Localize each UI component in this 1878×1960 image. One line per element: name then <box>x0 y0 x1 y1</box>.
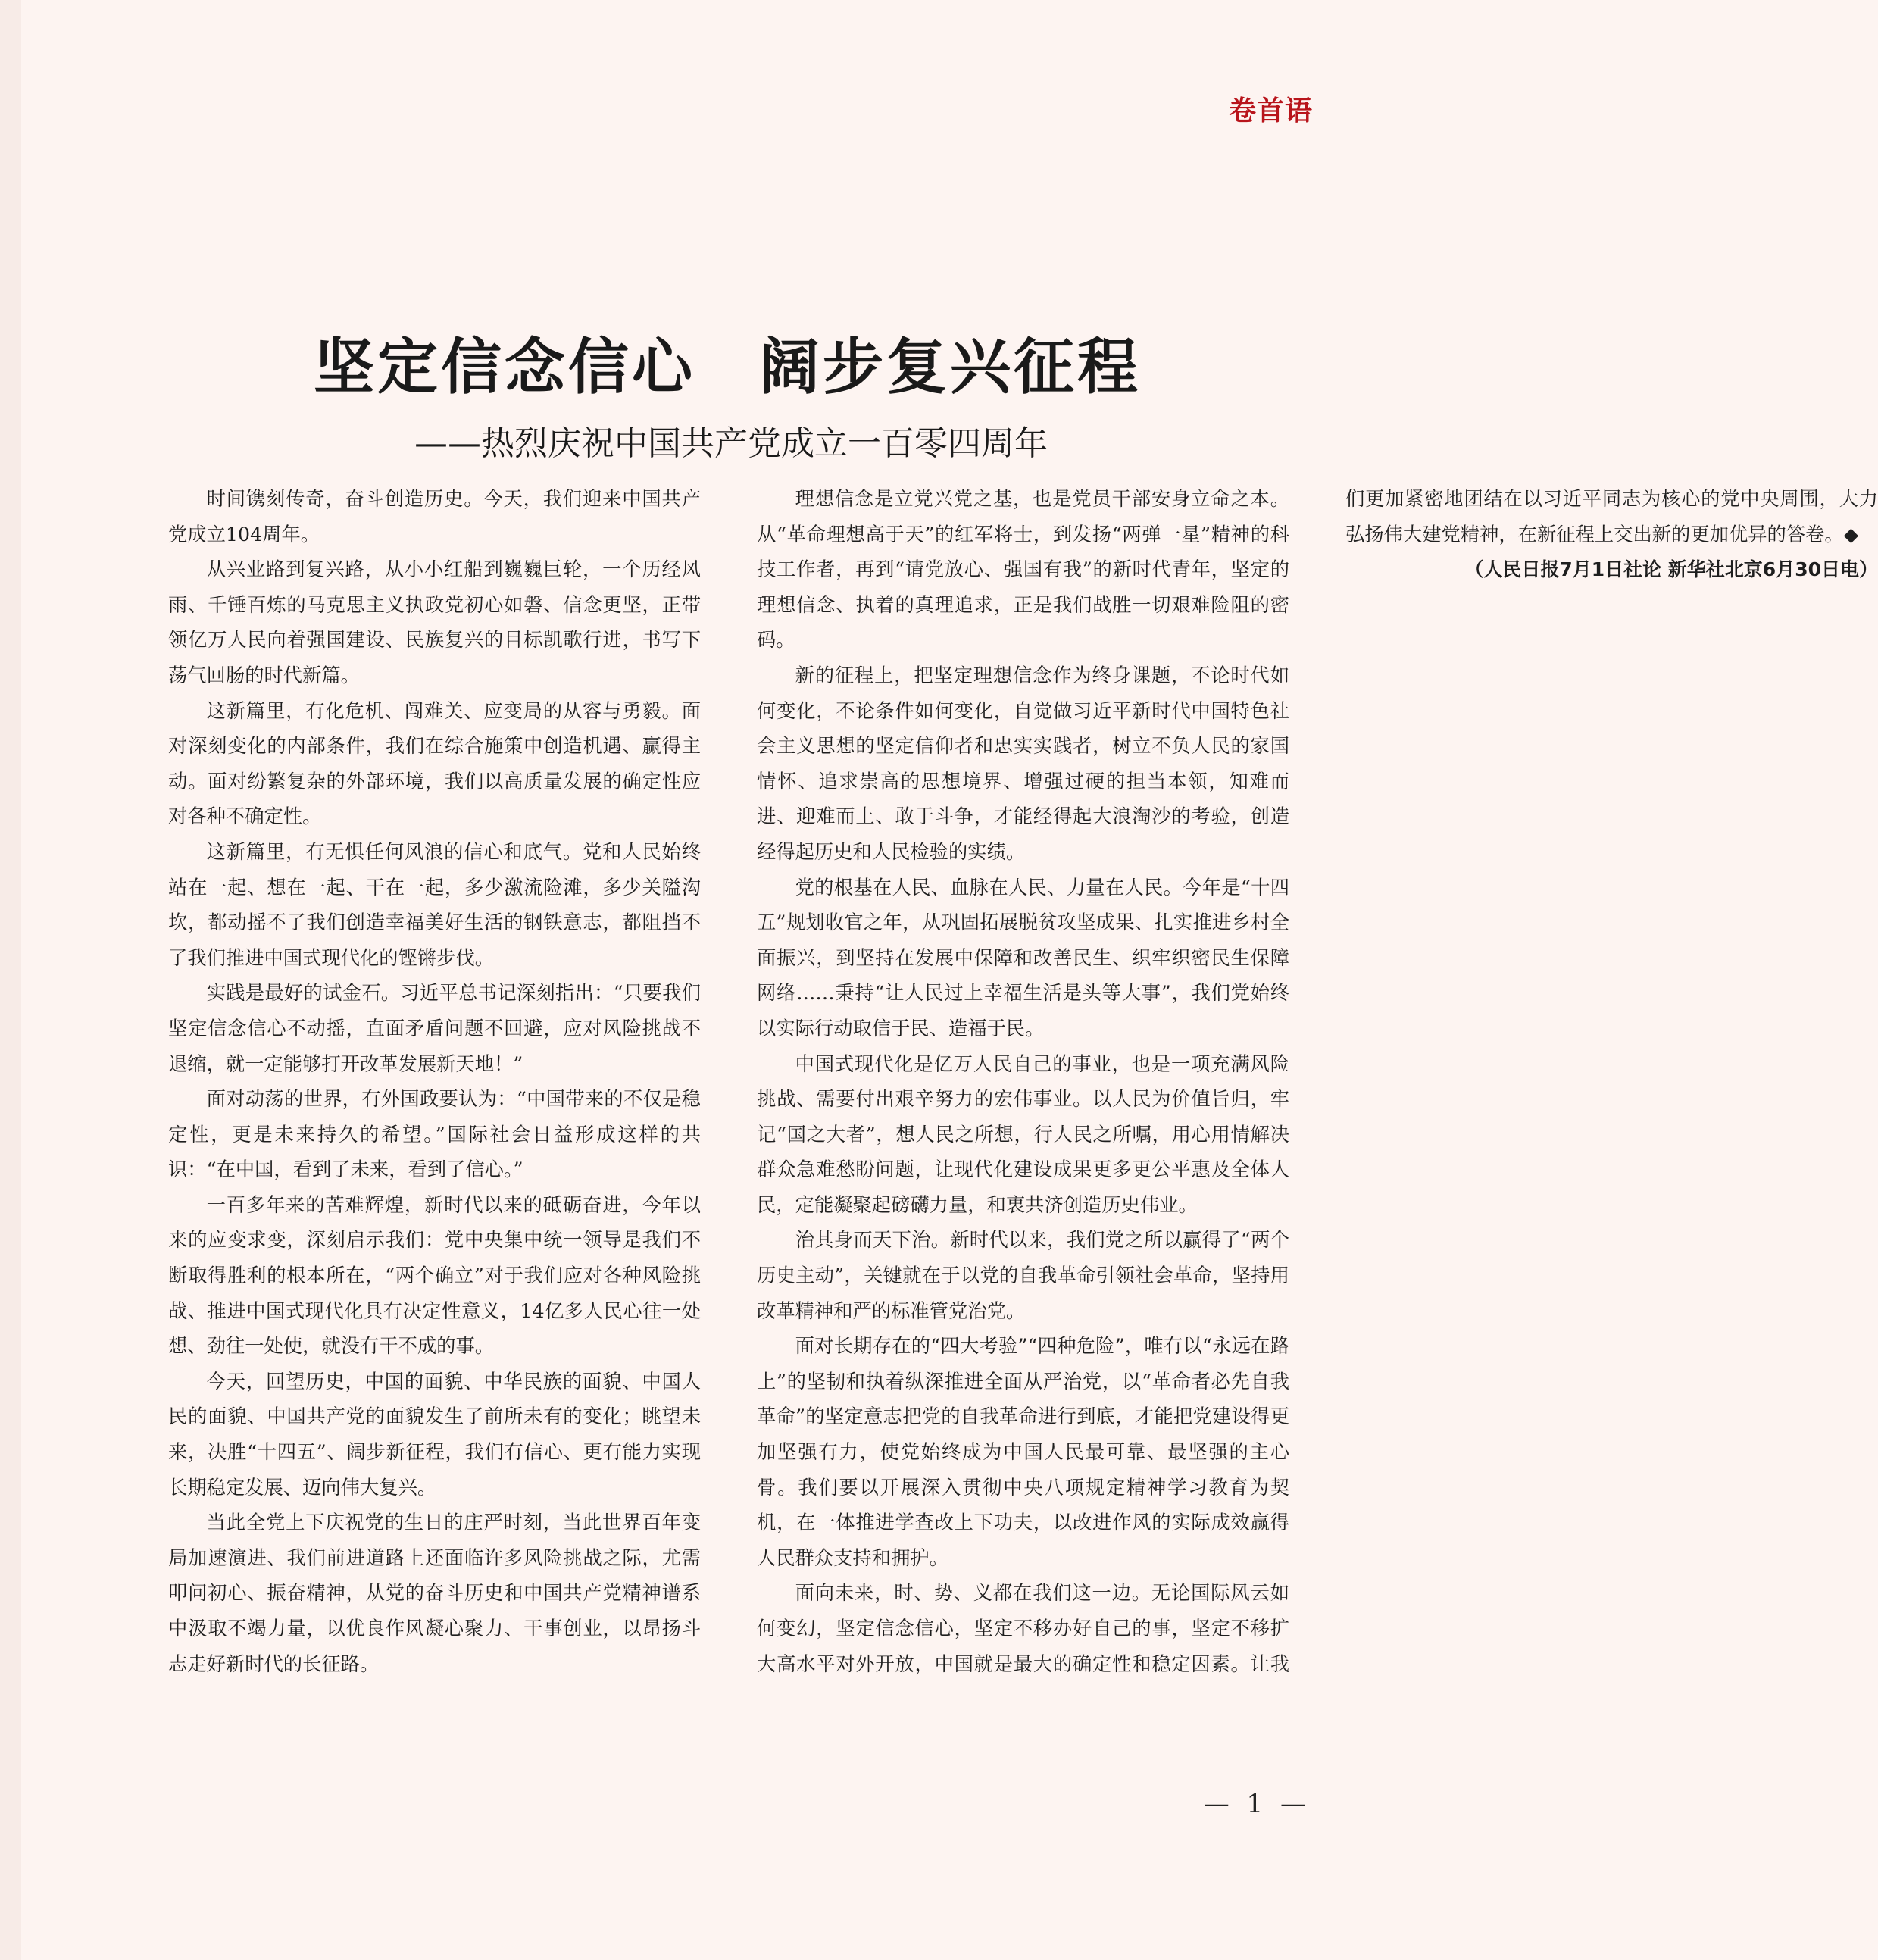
paragraph: 时间镌刻传奇，奋斗创造历史。今天，我们迎来中国共产党成立104周年。 <box>168 488 701 545</box>
paragraph: 今天，回望历史，中国的面貌、中华民族的面貌、中国人民的面貌、中国共产党的面貌发生了前所未有的变化；眺望未来，决胜“十四五”、阔步新征程，我们有信心、更有能力实现长期稳定发展、迈向伟大复兴。 <box>168 1370 701 1499</box>
paragraph: 从兴业路到复兴路，从小小红船到巍巍巨轮，一个历经风雨、千锤百炼的马克思主义执政党初心如磐、信念更坚，正带领亿万人民向着强国建设、民族复兴的目标凯歌行进，书写下荡气回肠的时代新篇。 <box>168 558 701 686</box>
paragraph: 面对动荡的世界，有外国政要认为：“中国带来的不仅是稳定性，更是未来持久的希望。”国际社会日益形成这样的共识：“在中国，看到了未来，看到了信心。” <box>168 1088 701 1181</box>
paragraph: 面对长期存在的“四大考验”“四种危险”，唯有以“永远在路上”的坚韧和执着纵深推进全面从严治党，以“革命者必先自我革命”的坚定意志把党的自我革命进行到底，才能把党建设得更加坚强有力，使党始终成为中国人民最可靠、最坚强的主心骨。我们要以开展深入贯彻中央八项规定精神学习教育为契机，在一体推进学查改上下功夫，以改进作风的实际成效赢得人民群众支持和拥护。 <box>757 1335 1289 1569</box>
article-body <box>168 482 1878 1728</box>
paragraph: 这新篇里，有化危机、闯难关、应变局的从容与勇毅。面对深刻变化的内部条件，我们在综合施策中创造机遇、赢得主动。面对纷繁复杂的外部环境，我们以高质量发展的确定性应对各种不确定性。 <box>168 699 701 828</box>
page-title: 坚定信念信心 阔步复兴征程 <box>314 332 1141 402</box>
paragraph: 面向未来，时、势、义都在我们这一边。无论国际风云如何变幻，坚定信念信心，坚定不移办好自己的事，坚定不移扩大高水平对外开放，中国就是最大的确定性和稳定因素。让我们更加紧密地团结在以习近平同志为核心的党中央周围，大力弘扬伟大建党精神，在新征程上交出新的更加优异的答卷。◆ <box>757 488 1878 1675</box>
paragraph: 理想信念是立党兴党之基，也是党员干部安身立命之本。从“革命理想高于天”的红军将士，到发扬“两弹一星”精神的科技工作者，再到“请党放心、强国有我”的新时代青年，坚定的理想信念、执着的真理追求，正是我们战胜一切艰难险阻的密码。 <box>757 488 1289 652</box>
paragraph: 中国式现代化是亿万人民自己的事业，也是一项充满风险挑战、需要付出艰辛努力的宏伟事业。以人民为价值旨归，牢记“国之大者”，想人民之所想，行人民之所嘱，用心用情解决群众急难愁盼问题，让现代化建设成果更多更公平惠及全体人民，定能凝聚起磅礴力量，和衷共济创造历史伟业。 <box>757 1052 1289 1216</box>
paragraph: 实践是最好的试金石。习近平总书记深刻指出：“只要我们坚定信念信心不动摇，直面矛盾问题不回避，应对风险挑战不退缩，就一定能够打开改革发展新天地！” <box>168 982 701 1075</box>
page-subtitle: ——热烈庆祝中国共产党成立一百零四周年 <box>414 424 1048 463</box>
paragraph: 一百多年来的苦难辉煌，新时代以来的砥砺奋进，今年以来的应变求变，深刻启示我们：党中央集中统一领导是我们不断取得胜利的根本所在，“两个确立”对于我们应对各种风险挑战、推进中国式现代化具有决定性意义，14亿多人民心往一处想、劲往一处使，就没有干不成的事。 <box>168 1193 701 1358</box>
title-block <box>0 318 1455 464</box>
section-label: 卷首语 <box>1228 95 1313 127</box>
paragraph: 这新篇里，有无惧任何风浪的信心和底气。党和人民始终站在一起、想在一起、干在一起，多少激流险滩，多少关隘沟坎，都动摇不了我们创造幸福美好生活的钢铁意志，都阻挡不了我们推进中国式现代化的铿锵步伐。 <box>168 840 701 969</box>
paragraph: 党的根基在人民、血脉在人民、力量在人民。今年是“十四五”规划收官之年，从巩固拓展脱贫攻坚成果、扎实推进乡村全面振兴，到坚持在发展中保障和改善民生、织牢织密民生保障网络……秉持“让人民过上幸福生活是头等大事”，我们党始终以实际行动取信于民、造福于民。 <box>757 876 1289 1039</box>
source-note: （人民日报7月1日社论 新华社北京6月30日电） <box>1464 558 1878 581</box>
page-edge-shadow <box>0 0 21 1960</box>
paragraph: 治其身而天下治。新时代以来，我们党之所以赢得了“两个历史主动”，关键就在于以党的自我革命引领社会革命，坚持用改革精神和严的标准管党治党。 <box>757 1229 1289 1322</box>
page-number: — 1 — <box>1203 1789 1311 1819</box>
source-note-line <box>1345 552 1878 588</box>
paragraph: 当此全党上下庆祝党的生日的庄严时刻，当此世界百年变局加速演进、我们前进道路上还面临许多风险挑战之际，尤需叩问初心、振奋精神，从党的奋斗历史和中国共产党精神谱系中汲取不竭力量，以优良作风凝心聚力、干事创业，以昂扬斗志走好新时代的长征路。 <box>168 1511 701 1675</box>
paragraph: 新的征程上，把坚定理想信念作为终身课题，不论时代如何变化，不论条件如何变化，自觉做习近平新时代中国特色社会主义思想的坚定信仰者和忠实实践者，树立不负人民的家国情怀、追求崇高的思想境界、增强过硬的担当本领，知难而进、迎难而上、敢于斗争，才能经得起大浪淘沙的考验，创造经得起历史和人民检验的实绩。 <box>757 664 1289 863</box>
